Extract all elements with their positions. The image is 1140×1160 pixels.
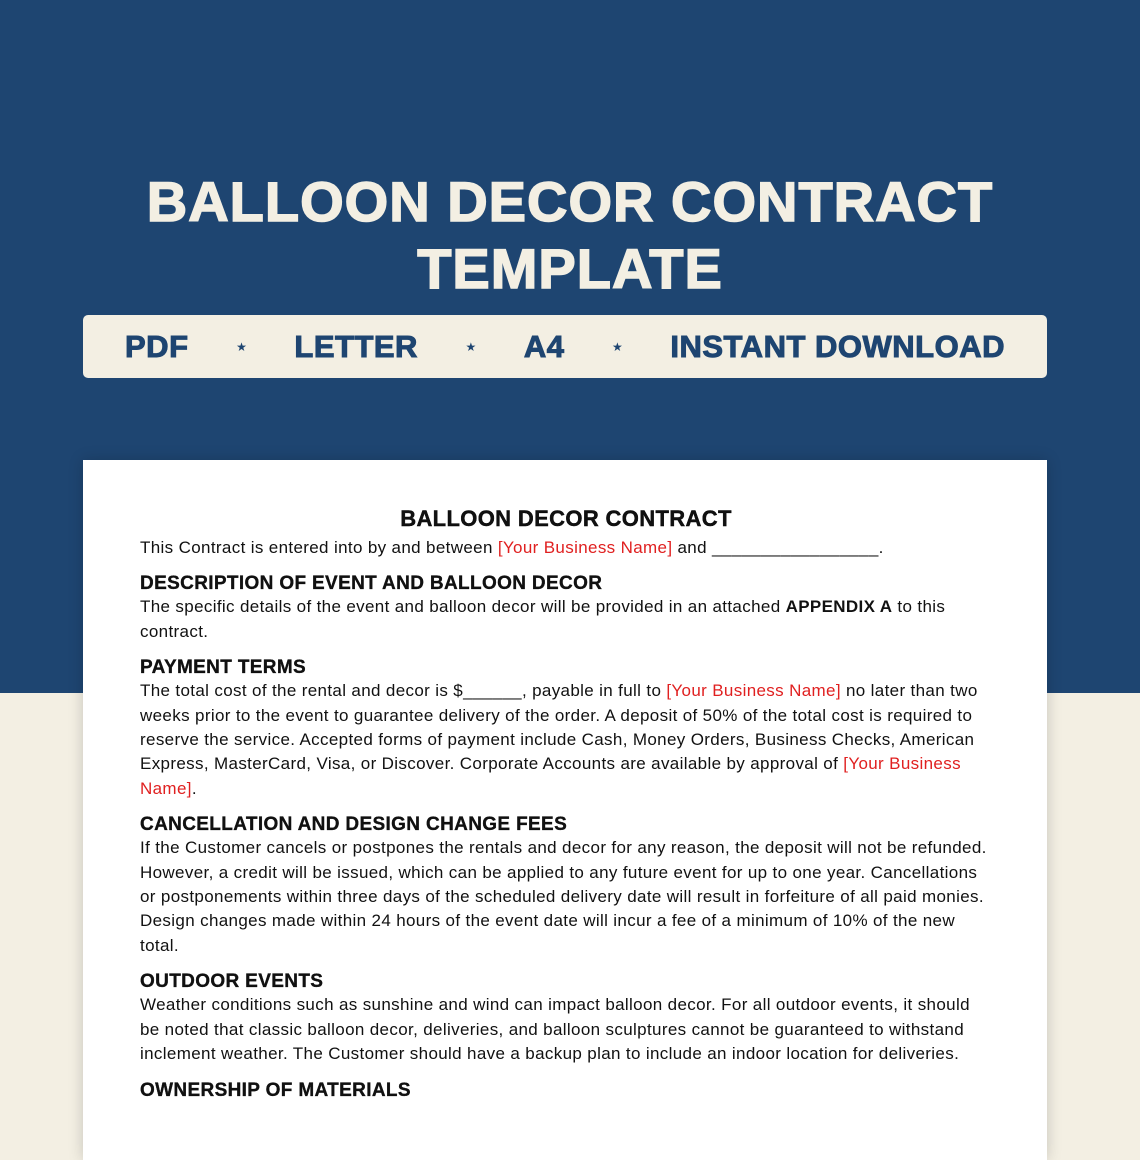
star-icon: ★ bbox=[465, 339, 477, 354]
section-heading: DESCRIPTION OF EVENT AND BALLOON DECOR bbox=[140, 573, 603, 595]
star-icon: ★ bbox=[236, 339, 247, 354]
document-content bbox=[140, 504, 992, 1102]
format-instant-download: INSTANT DOWNLOAD bbox=[670, 328, 1005, 364]
format-a4: A4 bbox=[523, 328, 565, 364]
placeholder-text: [Your Business Name] bbox=[497, 538, 673, 557]
format-pdf: PDF bbox=[125, 328, 189, 364]
intro-paragraph bbox=[140, 536, 992, 560]
star-icon: ★ bbox=[612, 339, 623, 354]
hero-title bbox=[0, 168, 1140, 302]
format-letter: LETTER bbox=[294, 328, 418, 364]
text-segment: The specific details of the event and balloon decor will be provided in an attached bbox=[140, 597, 786, 617]
section-heading: OWNERSHIP OF MATERIALS bbox=[140, 1079, 411, 1101]
section-body bbox=[140, 595, 992, 644]
text-segment: no later than two weeks prior to the event to guarantee delivery of the order. A deposit of 50% of the total cost is required to reserve the service. Accepted forms of payment include Cash, Money Orders, Business Checks, American Express, MasterCard, Visa, or Discover. Corporate Accounts are available by approval of bbox=[140, 681, 978, 774]
bold-text: APPENDIX A bbox=[785, 597, 893, 617]
format-banner bbox=[83, 315, 1047, 378]
text-segment: and _________________. bbox=[672, 538, 884, 557]
document-preview bbox=[83, 460, 1047, 1160]
hero-title-line1: BALLOON DECOR CONTRACT bbox=[146, 170, 994, 233]
text-segment: to this contract. bbox=[140, 597, 946, 641]
text-segment: Weather conditions such as sunshine and wind can impact balloon decor. For all outdoor events, it should be noted that classic balloon decor, deliveries, and balloon sculptures cannot be guaranteed to withstand inclement weather. The Customer should have a backup plan to include an indoor location for deliveries. bbox=[140, 995, 970, 1064]
section-body bbox=[140, 836, 992, 958]
text-segment: The total cost of the rental and decor is $______, payable in full to bbox=[140, 681, 667, 701]
text-segment: If the Customer cancels or postpones the rentals and decor for any reason, the deposit will not be refunded. However, a credit will be issued, which can be applied to any future event for up to one year. Cancellations or postponements within three days of the scheduled delivery date will result in forfeiture of all paid monies. Design changes made within 24 hours of the event date will incur a fee of a minimum of 10% of the new total. bbox=[140, 838, 987, 955]
hero-title-line2: TEMPLATE bbox=[417, 237, 723, 300]
section-body bbox=[140, 993, 992, 1066]
section-heading: CANCELLATION AND DESIGN CHANGE FEES bbox=[140, 814, 568, 836]
placeholder-text: [Your Business Name] bbox=[666, 681, 841, 701]
section-heading: OUTDOOR EVENTS bbox=[140, 971, 324, 993]
document-title: BALLOON DECOR CONTRACT bbox=[400, 506, 732, 531]
section-heading: PAYMENT TERMS bbox=[140, 657, 307, 679]
placeholder-text: [Your Business Name] bbox=[140, 754, 961, 798]
text-segment: . bbox=[191, 778, 197, 798]
text-segment: This Contract is entered into by and between bbox=[140, 538, 498, 557]
section-body bbox=[140, 679, 992, 801]
